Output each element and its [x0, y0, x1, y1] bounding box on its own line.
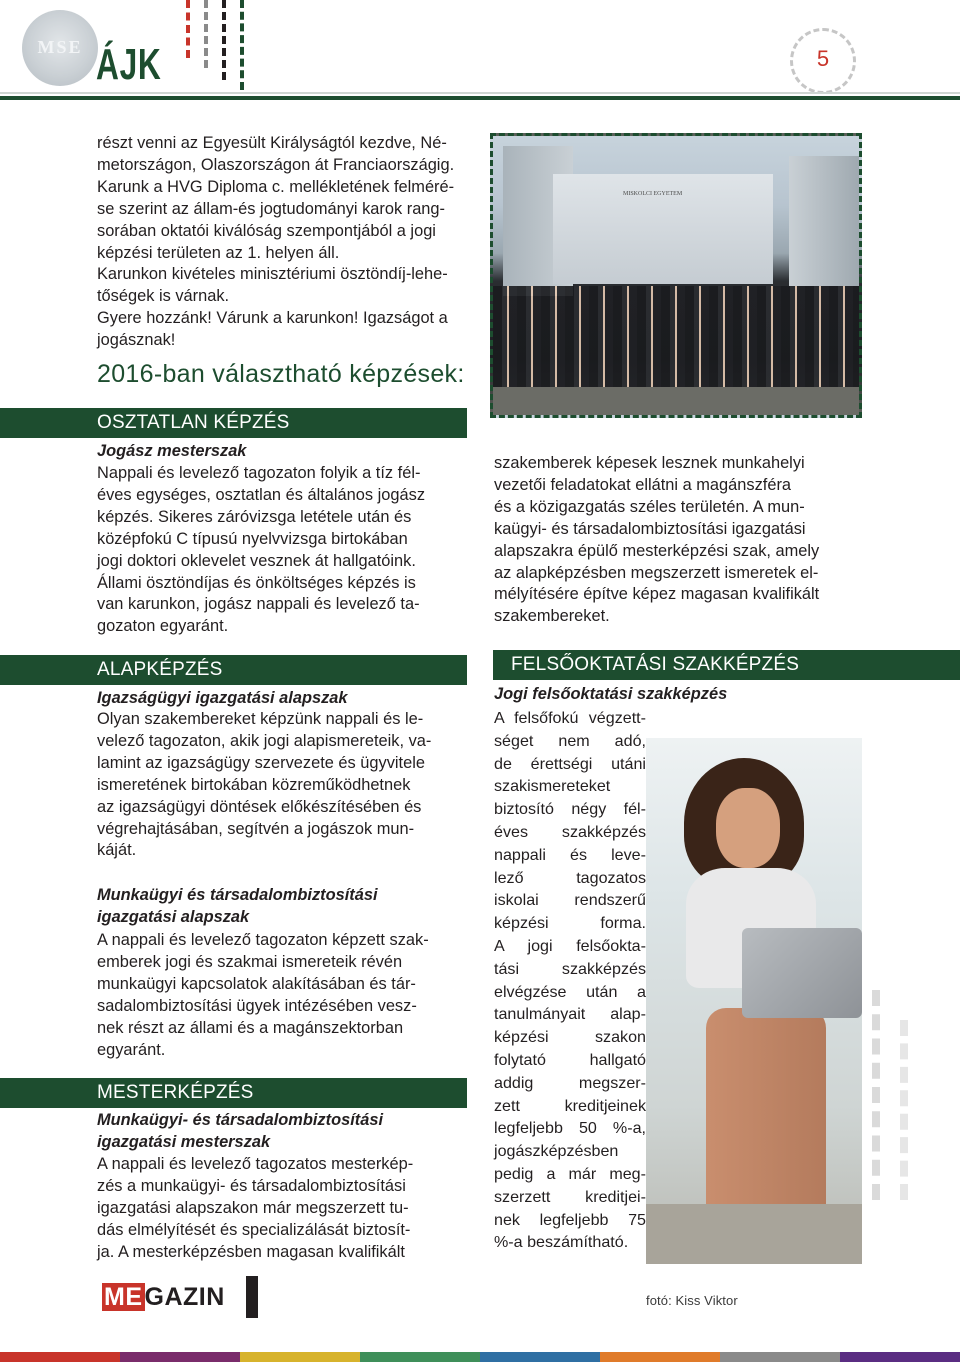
text-line: zés a munkaügyi- és társadalombiztosítási [97, 1176, 406, 1195]
text-line: folytató hallgató [494, 1050, 646, 1069]
section-bar-mesterkepzes [0, 1078, 467, 1108]
text-line: lező tagozatos [494, 868, 646, 887]
text-line: képzési szakon [494, 1028, 646, 1047]
footer-color-stripes [0, 1352, 960, 1362]
alapkepzes-paragraph-2 [97, 930, 467, 1061]
text-line: dás elmélyítését és specializálását biztosít- [97, 1220, 411, 1239]
text-line: szakembereket. [494, 607, 610, 626]
student-with-laptop-photo [646, 738, 862, 1264]
megazin-logo-rest: GAZIN [144, 1283, 225, 1311]
text-line: emberek jogi és szakmai ismereteik révén [97, 952, 403, 971]
text-line: velező tagozaton, akik jogi alapismereteik, va- [97, 731, 432, 750]
text-line: séget nem adó, [494, 731, 646, 750]
section-bar-label: OSZTATLAN KÉPZÉS [97, 412, 290, 433]
text-line: ismeretének birtokában közreműködhetnek [97, 775, 411, 794]
mesterkepzes-paragraph [97, 1154, 467, 1264]
intro-line: képzési területen az 1. helyen áll. [97, 243, 340, 262]
text-line: zett kreditjeinek [494, 1096, 646, 1115]
mesterkepzes-continued-paragraph [494, 453, 862, 628]
programs-heading: 2016-ban választható képzések: [97, 360, 465, 388]
photo-laptop [742, 928, 862, 1018]
program-name [97, 885, 378, 928]
text-line: végrehajtásában, segítvén a jogászok mun- [97, 819, 415, 838]
intro-line: Karunkon kivételes minisztériumi ösztöndíj-lehe- [97, 265, 448, 284]
photo-ground [493, 387, 859, 415]
text-line: vezetői feladatokat ellátni a magánszféra [494, 475, 792, 494]
section-bar-osztatlan [0, 408, 467, 438]
text-line: jogászképzésben [494, 1142, 619, 1161]
text-line: jogi doktori oklevelet vesznek át hallgatóink. [97, 551, 416, 570]
program-name [97, 1110, 383, 1153]
text-line: A nappali és levelező tagozaton képzett szak- [97, 931, 429, 949]
decorative-dash [872, 990, 890, 1200]
text-line: nek részt az állami és a magánszektorban [97, 1018, 404, 1037]
osztatlan-paragraph [97, 463, 467, 638]
text-line: %-a beszámítható. [494, 1233, 629, 1252]
section-bar-felsooktatasi [493, 650, 960, 680]
header-rule [0, 96, 960, 100]
footer-stripe [120, 1352, 240, 1362]
intro-line: Karunk a HVG Diploma c. mellékletének felméré- [97, 177, 455, 196]
graduation-photo [490, 133, 862, 418]
text-line: Nappali és levelező tagozaton folyik a tíz fél- [97, 464, 421, 482]
text-line: középfokú C típusú nyelvvizsga birtokában [97, 529, 408, 548]
text-line: gozaton egyaránt. [97, 617, 229, 636]
text-line: mélyítésére építve képez magasan kvalifikált [494, 585, 820, 604]
text-line: tanulmányait alap- [494, 1005, 646, 1024]
text-line: nappali és leve- [494, 845, 646, 864]
text-line: ja. A mesterképzésben magasan kvalifikált [97, 1242, 405, 1261]
text-line: az alapképzésben megszerzett ismeretek el- [494, 563, 819, 582]
text-line: káját. [97, 841, 137, 860]
megazin-logo-me: ME [104, 1283, 143, 1311]
program-name-line: Munkaügyi és társadalombiztosítási [97, 886, 378, 904]
program-name: Igazságügyi igazgatási alapszak [97, 689, 348, 707]
decorative-dash [900, 1020, 918, 1200]
text-line: egyaránt. [97, 1040, 166, 1059]
footer-stripe [840, 1352, 960, 1362]
text-line: képzési forma. [494, 914, 646, 933]
footer-stripe [480, 1352, 600, 1362]
text-line: éves szakképzés [494, 822, 646, 841]
text-line: szakemberek képesek lesznek munkahelyi [494, 454, 805, 472]
felsooktatasi-paragraph [494, 707, 646, 1254]
text-line: képzés. Sikeres záróvizsga letétele után és [97, 507, 412, 526]
text-line: iskolai rendszerű [494, 891, 646, 910]
decorative-dash [204, 0, 212, 68]
page-number: 5 [816, 46, 830, 71]
text-line: Állami ösztöndíjas és önköltséges képzés is [97, 573, 416, 592]
program-name-line: igazgatási alapszak [97, 907, 250, 926]
decorative-dash [186, 0, 194, 58]
section-bar-label: MESTERKÉPZÉS [97, 1082, 254, 1103]
program-name: Jogi felsőoktatási szakképzés [494, 685, 728, 703]
text-line: lamint az igazságügy szervezete és ügyvitele [97, 753, 425, 772]
program-name-line: igazgatási mesterszak [97, 1132, 271, 1151]
text-line: igazgatási alapszakon már megszerzett tu- [97, 1198, 409, 1217]
text-line: de érettségi utáni [494, 754, 646, 773]
intro-line: metországon, Olaszországon át Franciaországig. [97, 155, 455, 174]
intro-line: Gyere hozzánk! Várunk a karunkon! Igazságot a [97, 309, 448, 328]
intro-paragraph [97, 133, 469, 352]
photo-bench [646, 1204, 862, 1264]
text-line: tási szakképzés [494, 959, 646, 978]
text-line: elvégzése után a [494, 982, 646, 1001]
photo-student-face [716, 788, 780, 868]
decorative-dash [240, 0, 248, 90]
intro-line: részt venni az Egyesült Királyságtól kezdve, Né- [97, 134, 447, 152]
footer-stripe [720, 1352, 840, 1362]
intro-line: jogásznak! [97, 331, 176, 350]
text-line: alapszakra épülő mesterképzési szak, amely [494, 541, 820, 560]
photo-building-wing [789, 156, 859, 286]
text-line: A nappali és levelező tagozatos mesterkép- [97, 1155, 414, 1173]
text-line: Olyan szakembereket képzünk nappali és le- [97, 710, 424, 728]
text-line: szerzett kreditjei- [494, 1187, 646, 1206]
alapkepzes-paragraph-1 [97, 709, 467, 862]
text-line: A jogi felsőokta- [494, 936, 646, 955]
text-line: legfeljebb 50 %-a, [494, 1119, 646, 1138]
footer-stripe [360, 1352, 480, 1362]
photo-credit: fotó: Kiss Viktor [646, 1293, 738, 1308]
section-bar-label: FELSŐOKTATÁSI SZAKKÉPZÉS [511, 654, 800, 675]
text-line: pedig a már meg- [494, 1164, 646, 1183]
megazin-logo [102, 1283, 225, 1312]
text-line: kaügyi- és társadalombiztosítási igazgatási [494, 519, 806, 538]
faculty-title: ÁJK [96, 40, 162, 89]
section-bar-alapkepzes [0, 655, 467, 685]
photo-building-sign: MISKOLCI EGYETEM [623, 191, 683, 197]
text-line: és a közigazgatás széles területén. A mun- [494, 497, 805, 516]
text-line: A felsőfokú végzett- [494, 709, 646, 727]
megazin-logo-bar [246, 1276, 258, 1318]
text-line: munkaügyi kapcsolatok alakításában és tár- [97, 974, 416, 993]
university-seal-logo: MSE [22, 10, 98, 86]
program-name: Jogász mesterszak [97, 442, 247, 460]
text-line: szakismereteket [494, 777, 611, 796]
text-line: az igazságügyi döntések előkészítésében és [97, 797, 422, 816]
photo-graduates-crowd [493, 286, 859, 396]
text-line: van karunkon, jogász nappali és levelező ta- [97, 595, 420, 614]
decorative-dash [222, 0, 230, 80]
intro-line: se szerint az állam-és jogtudományi karok rang- [97, 199, 445, 218]
program-name-line: Munkaügyi- és társadalombiztosítási [97, 1111, 383, 1129]
section-bar-label: ALAPKÉPZÉS [97, 659, 223, 680]
intro-line: sorában oktatói kiválóság szempontjából a jogi [97, 221, 436, 240]
text-line: sadalombiztosítási ügyek intézésében vesz- [97, 996, 417, 1015]
text-line: addig megszer- [494, 1073, 646, 1092]
text-line: biztosító négy fél- [494, 800, 646, 819]
header-rule-light [0, 92, 960, 94]
text-line: éves egységes, osztatlan és általános jogász [97, 485, 426, 504]
text-line: nek legfeljebb 75 [494, 1210, 646, 1229]
intro-line: tőségek is várnak. [97, 287, 230, 306]
footer-stripe [600, 1352, 720, 1362]
footer-stripe [0, 1352, 120, 1362]
footer-stripe [240, 1352, 360, 1362]
